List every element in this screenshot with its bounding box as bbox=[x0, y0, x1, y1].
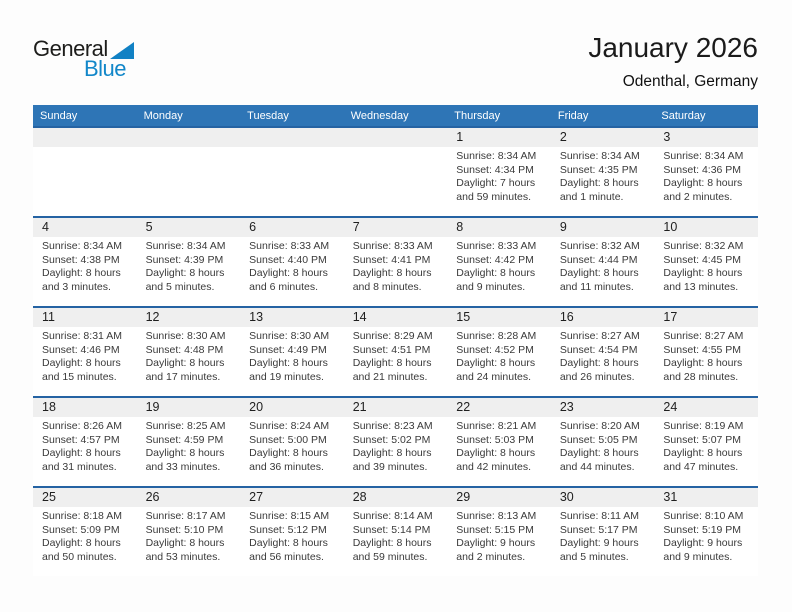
day-info bbox=[551, 507, 655, 564]
date-number: 24 bbox=[654, 398, 758, 417]
sunset-text: Sunset: 4:34 PM bbox=[456, 163, 534, 176]
week-row-1 bbox=[33, 126, 758, 216]
date-number bbox=[344, 128, 448, 147]
date-number: 30 bbox=[551, 488, 655, 507]
daylight-text: Daylight: 8 hours and 1 minute. bbox=[559, 177, 639, 203]
weekday-header-tuesday: Tuesday bbox=[247, 109, 289, 122]
sunset-text: Sunset: 5:09 PM bbox=[42, 523, 120, 536]
day-cell-15 bbox=[447, 308, 551, 396]
date-number: 2 bbox=[551, 128, 655, 147]
sunset-text: Sunset: 5:03 PM bbox=[456, 433, 534, 446]
daylight-text: Daylight: 8 hours and 11 minutes. bbox=[559, 267, 639, 293]
sunset-text: Sunset: 5:12 PM bbox=[249, 523, 327, 536]
sunset-text: Sunset: 4:41 PM bbox=[352, 253, 431, 266]
day-info bbox=[344, 147, 448, 150]
logo-text-blue: Blue bbox=[84, 56, 127, 81]
sunset-text: Sunset: 4:55 PM bbox=[663, 343, 742, 356]
daylight-text: Daylight: 8 hours and 59 minutes. bbox=[352, 537, 432, 563]
date-number bbox=[137, 128, 241, 147]
daylight-text: Daylight: 8 hours and 36 minutes. bbox=[249, 447, 328, 473]
date-number: 21 bbox=[344, 398, 448, 417]
date-number: 20 bbox=[240, 398, 344, 417]
date-number: 23 bbox=[551, 398, 655, 417]
day-cell-24 bbox=[654, 398, 758, 486]
sunset-text: Sunset: 4:45 PM bbox=[663, 253, 742, 266]
date-number bbox=[33, 128, 137, 147]
daylight-text: Daylight: 8 hours and 8 minutes. bbox=[352, 267, 432, 293]
daylight-text: Daylight: 8 hours and 21 minutes. bbox=[352, 357, 432, 383]
week-row-3 bbox=[33, 306, 758, 396]
day-cell-3 bbox=[654, 128, 758, 216]
week-row-2 bbox=[33, 216, 758, 306]
sunrise-text: Sunrise: 8:33 AM bbox=[456, 240, 537, 252]
day-info bbox=[240, 147, 344, 150]
sunrise-text: Sunrise: 8:20 AM bbox=[559, 420, 640, 432]
daylight-text: Daylight: 8 hours and 2 minutes. bbox=[663, 177, 743, 203]
sunset-text: Sunset: 4:40 PM bbox=[249, 253, 327, 266]
date-number: 11 bbox=[33, 308, 137, 327]
daylight-text: Daylight: 9 hours and 9 minutes. bbox=[663, 537, 743, 563]
daylight-text: Daylight: 7 hours and 59 minutes. bbox=[456, 177, 536, 203]
date-number: 10 bbox=[654, 218, 758, 237]
sunset-text: Sunset: 4:49 PM bbox=[249, 343, 327, 356]
sunrise-text: Sunrise: 8:24 AM bbox=[249, 420, 330, 432]
day-info bbox=[137, 507, 241, 564]
sunset-text: Sunset: 4:59 PM bbox=[145, 433, 224, 446]
sunrise-text: Sunrise: 8:33 AM bbox=[249, 240, 330, 252]
date-number: 29 bbox=[447, 488, 551, 507]
date-number: 27 bbox=[240, 488, 344, 507]
daylight-text: Daylight: 8 hours and 42 minutes. bbox=[456, 447, 536, 473]
day-info bbox=[240, 327, 344, 384]
sunrise-text: Sunrise: 8:13 AM bbox=[456, 510, 537, 522]
day-cell-empty bbox=[137, 128, 241, 216]
sunrise-text: Sunrise: 8:10 AM bbox=[663, 510, 744, 522]
sunrise-text: Sunrise: 8:25 AM bbox=[145, 420, 226, 432]
sunset-text: Sunset: 4:48 PM bbox=[145, 343, 224, 356]
sunset-text: Sunset: 4:46 PM bbox=[42, 343, 120, 356]
day-info bbox=[551, 327, 655, 384]
day-cell-empty bbox=[344, 128, 448, 216]
sunrise-text: Sunrise: 8:34 AM bbox=[145, 240, 226, 252]
daylight-text: Daylight: 8 hours and 15 minutes. bbox=[42, 357, 121, 383]
daylight-text: Daylight: 8 hours and 44 minutes. bbox=[559, 447, 639, 473]
day-info bbox=[137, 147, 241, 150]
sunset-text: Sunset: 5:02 PM bbox=[352, 433, 431, 446]
day-info bbox=[654, 507, 758, 564]
day-cell-empty bbox=[240, 128, 344, 216]
daylight-text: Daylight: 9 hours and 2 minutes. bbox=[456, 537, 536, 563]
day-info bbox=[33, 327, 137, 384]
day-cell-28 bbox=[344, 488, 448, 576]
date-number: 4 bbox=[33, 218, 137, 237]
sunrise-text: Sunrise: 8:30 AM bbox=[249, 330, 330, 342]
sunrise-text: Sunrise: 8:18 AM bbox=[42, 510, 122, 522]
sunrise-text: Sunrise: 8:34 AM bbox=[559, 150, 640, 162]
daylight-text: Daylight: 8 hours and 5 minutes. bbox=[145, 267, 225, 293]
day-info bbox=[240, 507, 344, 564]
day-cell-30 bbox=[551, 488, 655, 576]
day-info bbox=[447, 327, 551, 384]
day-cell-2 bbox=[551, 128, 655, 216]
date-number: 9 bbox=[551, 218, 655, 237]
sunset-text: Sunset: 4:51 PM bbox=[352, 343, 431, 356]
week-row-4 bbox=[33, 396, 758, 486]
date-number: 13 bbox=[240, 308, 344, 327]
calendar bbox=[33, 105, 758, 576]
date-number: 12 bbox=[137, 308, 241, 327]
day-info bbox=[240, 237, 344, 294]
date-number: 31 bbox=[654, 488, 758, 507]
day-info bbox=[33, 147, 137, 150]
day-info bbox=[33, 417, 137, 474]
sunrise-text: Sunrise: 8:23 AM bbox=[352, 420, 433, 432]
sunset-text: Sunset: 4:35 PM bbox=[559, 163, 638, 176]
day-cell-9 bbox=[551, 218, 655, 306]
sunset-text: Sunset: 5:07 PM bbox=[663, 433, 742, 446]
sunset-text: Sunset: 5:10 PM bbox=[145, 523, 224, 536]
date-number: 25 bbox=[33, 488, 137, 507]
sunrise-text: Sunrise: 8:32 AM bbox=[663, 240, 744, 252]
day-cell-29 bbox=[447, 488, 551, 576]
day-cell-20 bbox=[240, 398, 344, 486]
day-info bbox=[447, 237, 551, 294]
weekday-header-saturday: Saturday bbox=[661, 109, 706, 122]
sunset-text: Sunset: 5:14 PM bbox=[352, 523, 431, 536]
daylight-text: Daylight: 9 hours and 5 minutes. bbox=[559, 537, 639, 563]
logo-text-general: General bbox=[33, 36, 108, 61]
day-info bbox=[344, 417, 448, 474]
week-row-5 bbox=[33, 486, 758, 576]
day-info bbox=[344, 237, 448, 294]
sunset-text: Sunset: 4:39 PM bbox=[145, 253, 224, 266]
sunrise-text: Sunrise: 8:15 AM bbox=[249, 510, 330, 522]
sunset-text: Sunset: 4:44 PM bbox=[559, 253, 638, 266]
daylight-text: Daylight: 8 hours and 39 minutes. bbox=[352, 447, 432, 473]
daylight-text: Daylight: 8 hours and 47 minutes. bbox=[663, 447, 743, 473]
weekday-header-monday: Monday bbox=[143, 109, 183, 122]
daylight-text: Daylight: 8 hours and 56 minutes. bbox=[249, 537, 328, 563]
weekday-header-thursday: Thursday bbox=[454, 109, 501, 122]
day-cell-12 bbox=[137, 308, 241, 396]
date-number: 19 bbox=[137, 398, 241, 417]
day-info bbox=[137, 417, 241, 474]
date-number: 8 bbox=[447, 218, 551, 237]
day-cell-10 bbox=[654, 218, 758, 306]
day-cell-13 bbox=[240, 308, 344, 396]
sunset-text: Sunset: 4:42 PM bbox=[456, 253, 534, 266]
sunrise-text: Sunrise: 8:34 AM bbox=[456, 150, 537, 162]
weekday-header-row bbox=[33, 105, 758, 126]
sunset-text: Sunset: 4:54 PM bbox=[559, 343, 638, 356]
day-info bbox=[551, 417, 655, 474]
daylight-text: Daylight: 8 hours and 26 minutes. bbox=[559, 357, 639, 383]
sunrise-text: Sunrise: 8:34 AM bbox=[663, 150, 744, 162]
daylight-text: Daylight: 8 hours and 19 minutes. bbox=[249, 357, 328, 383]
day-cell-22 bbox=[447, 398, 551, 486]
sunset-text: Sunset: 4:38 PM bbox=[42, 253, 120, 266]
daylight-text: Daylight: 8 hours and 6 minutes. bbox=[249, 267, 328, 293]
date-number: 7 bbox=[344, 218, 448, 237]
daylight-text: Daylight: 8 hours and 50 minutes. bbox=[42, 537, 121, 563]
sunrise-text: Sunrise: 8:27 AM bbox=[559, 330, 640, 342]
date-number: 15 bbox=[447, 308, 551, 327]
date-number: 6 bbox=[240, 218, 344, 237]
sunset-text: Sunset: 4:52 PM bbox=[456, 343, 534, 356]
day-cell-17 bbox=[654, 308, 758, 396]
day-cell-25 bbox=[33, 488, 137, 576]
sunset-text: Sunset: 4:57 PM bbox=[42, 433, 120, 446]
sunset-text: Sunset: 5:00 PM bbox=[249, 433, 327, 446]
sunrise-text: Sunrise: 8:28 AM bbox=[456, 330, 537, 342]
sunrise-text: Sunrise: 8:31 AM bbox=[42, 330, 122, 342]
day-cell-8 bbox=[447, 218, 551, 306]
sunrise-text: Sunrise: 8:26 AM bbox=[42, 420, 122, 432]
daylight-text: Daylight: 8 hours and 13 minutes. bbox=[663, 267, 743, 293]
date-number: 1 bbox=[447, 128, 551, 147]
general-blue-logo bbox=[33, 36, 134, 82]
sunset-text: Sunset: 5:19 PM bbox=[663, 523, 742, 536]
date-number: 18 bbox=[33, 398, 137, 417]
sunrise-text: Sunrise: 8:30 AM bbox=[145, 330, 226, 342]
daylight-text: Daylight: 8 hours and 24 minutes. bbox=[456, 357, 536, 383]
weekday-header-sunday: Sunday bbox=[40, 109, 78, 122]
day-info bbox=[551, 237, 655, 294]
daylight-text: Daylight: 8 hours and 28 minutes. bbox=[663, 357, 743, 383]
day-cell-16 bbox=[551, 308, 655, 396]
daylight-text: Daylight: 8 hours and 3 minutes. bbox=[42, 267, 121, 293]
sunrise-text: Sunrise: 8:11 AM bbox=[559, 510, 640, 522]
day-cell-18 bbox=[33, 398, 137, 486]
sunset-text: Sunset: 4:36 PM bbox=[663, 163, 742, 176]
day-cell-11 bbox=[33, 308, 137, 396]
sunrise-text: Sunrise: 8:19 AM bbox=[663, 420, 744, 432]
sunrise-text: Sunrise: 8:27 AM bbox=[663, 330, 744, 342]
day-cell-23 bbox=[551, 398, 655, 486]
day-cell-7 bbox=[344, 218, 448, 306]
day-cell-27 bbox=[240, 488, 344, 576]
date-number: 14 bbox=[344, 308, 448, 327]
daylight-text: Daylight: 8 hours and 17 minutes. bbox=[145, 357, 225, 383]
day-cell-26 bbox=[137, 488, 241, 576]
date-number: 17 bbox=[654, 308, 758, 327]
sunrise-text: Sunrise: 8:34 AM bbox=[42, 240, 122, 252]
day-cell-5 bbox=[137, 218, 241, 306]
sunrise-text: Sunrise: 8:14 AM bbox=[352, 510, 433, 522]
date-number: 22 bbox=[447, 398, 551, 417]
day-info bbox=[137, 237, 241, 294]
daylight-text: Daylight: 8 hours and 53 minutes. bbox=[145, 537, 225, 563]
daylight-text: Daylight: 8 hours and 9 minutes. bbox=[456, 267, 536, 293]
day-info bbox=[654, 147, 758, 204]
date-number: 28 bbox=[344, 488, 448, 507]
day-cell-4 bbox=[33, 218, 137, 306]
day-info bbox=[654, 237, 758, 294]
day-info bbox=[551, 147, 655, 204]
day-info bbox=[344, 507, 448, 564]
sunrise-text: Sunrise: 8:29 AM bbox=[352, 330, 433, 342]
day-cell-14 bbox=[344, 308, 448, 396]
date-number: 16 bbox=[551, 308, 655, 327]
day-cell-19 bbox=[137, 398, 241, 486]
weekday-header-wednesday: Wednesday bbox=[350, 109, 409, 122]
location-subtitle: Odenthal, Germany bbox=[622, 73, 758, 90]
sunrise-text: Sunrise: 8:33 AM bbox=[352, 240, 433, 252]
day-cell-21 bbox=[344, 398, 448, 486]
day-info bbox=[137, 327, 241, 384]
day-cell-1 bbox=[447, 128, 551, 216]
date-number: 3 bbox=[654, 128, 758, 147]
sunrise-text: Sunrise: 8:21 AM bbox=[456, 420, 537, 432]
calendar-grid bbox=[33, 126, 758, 576]
day-info bbox=[654, 327, 758, 384]
date-number: 26 bbox=[137, 488, 241, 507]
sunrise-text: Sunrise: 8:32 AM bbox=[559, 240, 640, 252]
sunset-text: Sunset: 5:15 PM bbox=[456, 523, 534, 536]
day-info bbox=[447, 147, 551, 204]
page-title: January 2026 bbox=[588, 32, 758, 63]
day-info bbox=[654, 417, 758, 474]
day-info bbox=[344, 327, 448, 384]
day-cell-empty bbox=[33, 128, 137, 216]
sunset-text: Sunset: 5:17 PM bbox=[559, 523, 638, 536]
day-info bbox=[240, 417, 344, 474]
day-info bbox=[33, 237, 137, 294]
day-info bbox=[447, 507, 551, 564]
sunrise-text: Sunrise: 8:17 AM bbox=[145, 510, 226, 522]
day-cell-6 bbox=[240, 218, 344, 306]
date-number: 5 bbox=[137, 218, 241, 237]
daylight-text: Daylight: 8 hours and 33 minutes. bbox=[145, 447, 225, 473]
date-number bbox=[240, 128, 344, 147]
weekday-header-friday: Friday bbox=[557, 109, 589, 122]
day-info bbox=[447, 417, 551, 474]
day-info bbox=[33, 507, 137, 564]
sunset-text: Sunset: 5:05 PM bbox=[559, 433, 638, 446]
day-cell-31 bbox=[654, 488, 758, 576]
daylight-text: Daylight: 8 hours and 31 minutes. bbox=[42, 447, 121, 473]
title-block bbox=[588, 32, 758, 91]
